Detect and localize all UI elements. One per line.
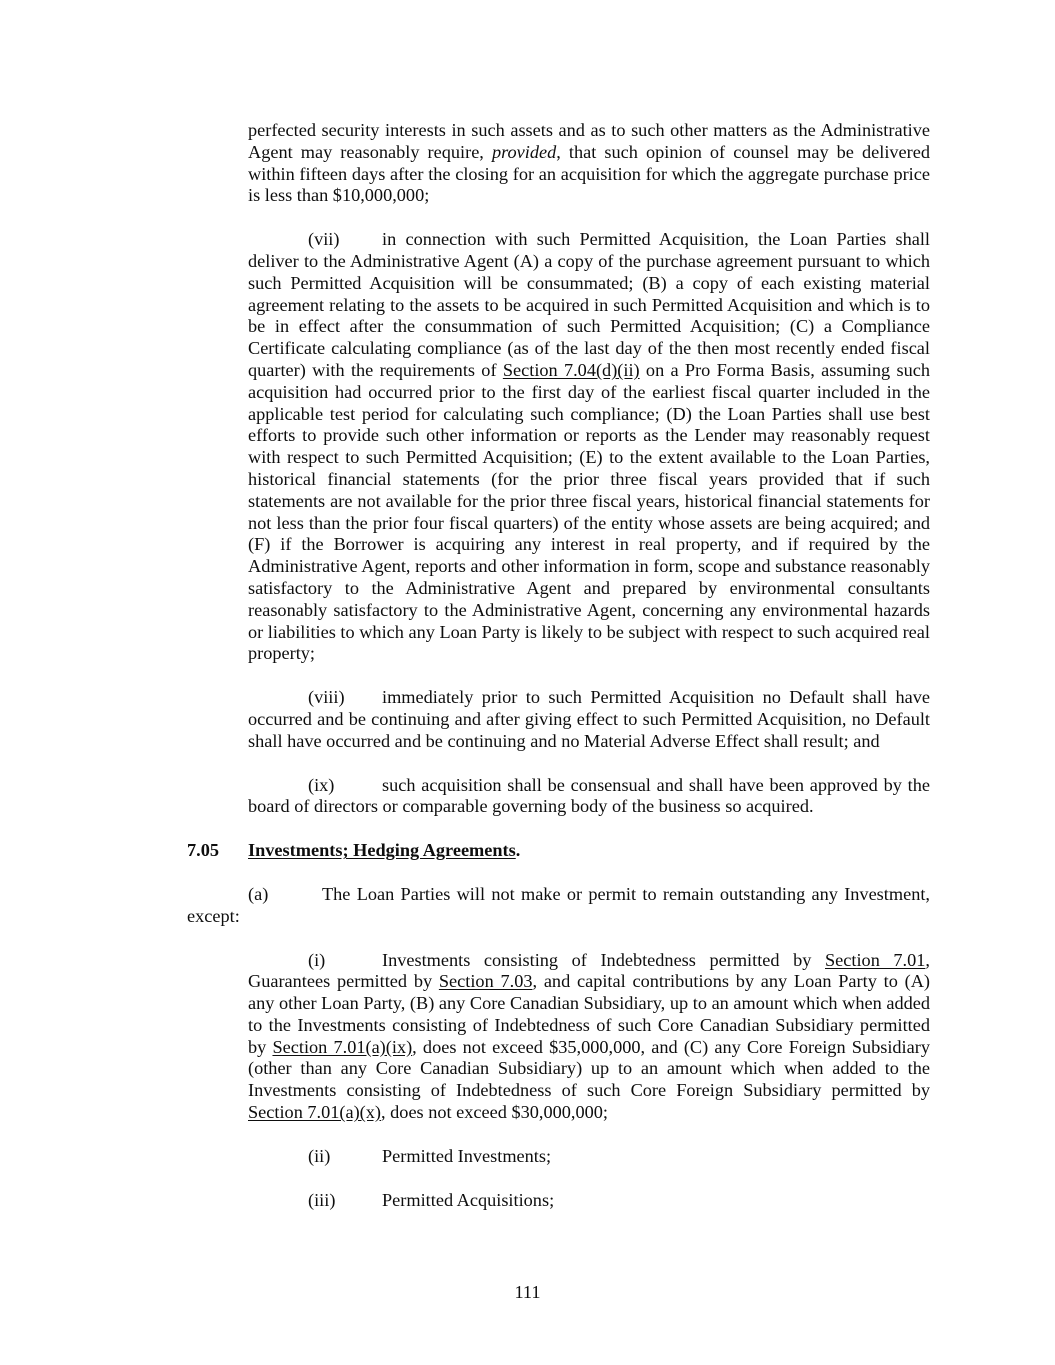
text-run: (viii) bbox=[308, 687, 345, 708]
paragraph-clause-vi-continuation bbox=[248, 120, 930, 207]
text-run: (i) bbox=[308, 949, 326, 970]
text-run: Investments consisting of Indebtedness permitted by bbox=[382, 949, 825, 970]
text-run: Permitted Investments; bbox=[382, 1145, 552, 1166]
text-run: Section 7.01(a)(ix) bbox=[272, 1036, 413, 1057]
paragraph-clause-ii bbox=[248, 1146, 930, 1168]
section-heading-7-05 bbox=[187, 840, 930, 862]
text-run: perfected security interests in such assets and as to such other matters as the Administrative Agent may reasonably require, bbox=[248, 120, 930, 162]
text-run: (ii) bbox=[308, 1145, 331, 1166]
text-run: Section 7.03 bbox=[438, 971, 533, 992]
text-run: , that such opinion of counsel may be delivered within fifteen days after the closing for an acquisition for which the aggregate purchase price is less than $10,000,000; bbox=[248, 141, 930, 206]
text-run: , Guarantees permitted by bbox=[248, 949, 930, 992]
page-number: 111 bbox=[514, 1282, 541, 1302]
paragraph-clause-a bbox=[187, 884, 930, 928]
paragraph-clause-vii bbox=[248, 229, 930, 665]
text-run: 7.05 bbox=[187, 840, 219, 861]
text-run: on a Pro Forma Basis, assuming such acquisition had occurred prior to the first day of the earliest fiscal quarter included in the applicable test period for calculating such compliance; (D) the Loan Parties shall use best efforts to provide such other information or reports as the Lender may reasonably request with respect to such Permitted Acquisition; (E) to the extent available to the Loan Parties, historical financial statements (for the prior three fiscal years provided that if such statements are not available for the prior three fiscal years, historical financial statements for not less than the prior four fiscal quarters) of the entity whose assets are being acquired; and (F) if the Borrower is acquiring any interest in real property, and if required by the Administrative Agent, reports and other information in form, scope and substance reasonably satisfactory to the Administrative Agent and prepared by environmental consultants reasonably satisfactory to the Administrative Agent, concerning any environmental hazards or liabilities to which any Loan Party is likely to be subject with respect to such acquired real property; bbox=[248, 359, 930, 664]
text-run: , and capital contributions by any Loan Party to (A) any other Loan Party, (B) any Core Canadian Subsidiary, up to an amount which when added to the Investments consisting of Indebtedness of such Core Canadian Subsidiary permitted by bbox=[248, 971, 930, 1057]
paragraph-clause-iii bbox=[248, 1190, 930, 1212]
text-run: such acquisition shall be consensual and shall have been approved by the board of directors or comparable governing body of the business so acquired. bbox=[248, 774, 930, 817]
text-run: provided bbox=[491, 141, 557, 162]
text-run: (iii) bbox=[308, 1189, 336, 1210]
text-run: . bbox=[515, 840, 521, 861]
text-run: , does not exceed $35,000,000, and (C) any Core Foreign Subsidiary (other than any Core Canadian Subsidiary) up to an amount which when added to the Investments consisting of Indebtedness of such Core Foreign Subsidiary permitted by bbox=[248, 1036, 930, 1101]
text-run: Investments; Hedging Agreements bbox=[248, 840, 516, 861]
text-run: , does not exceed $30,000,000; bbox=[381, 1102, 608, 1123]
paragraph-clause-viii bbox=[248, 687, 930, 752]
paragraph-clause-i bbox=[248, 950, 930, 1124]
text-run: (vii) bbox=[308, 229, 340, 250]
text-run: Permitted Acquisitions; bbox=[382, 1189, 555, 1210]
text-run: Section 7.01 bbox=[825, 949, 926, 970]
text-run: Section 7.01(a)(x) bbox=[248, 1102, 382, 1123]
text-run: immediately prior to such Permitted Acquisition no Default shall have occurred and be continuing and after giving effect to such Permitted Acquisition, no Default shall have occurred and be continuing and no Material Adverse Effect shall result; and bbox=[248, 687, 930, 751]
text-run: The Loan Parties will not make or permit to remain outstanding any Investment, except: bbox=[187, 883, 930, 926]
text-run: in connection with such Permitted Acquisition, the Loan Parties shall deliver to the Administrative Agent (A) a copy of the purchase agreement pursuant to which such Permitted Acquisition will be consummated; (B) a copy of each existing material agreement relating to the assets to be acquired in such Permitted Acquisition and which is to be in effect after the consummation of such Permitted Acquisition; (C) a Compliance Certificate calculating compliance (as of the last day of the then most recently ended fiscal quarter) with the requirements of bbox=[248, 229, 930, 380]
text-run: (ix) bbox=[308, 774, 335, 795]
text-run: (a) bbox=[248, 883, 269, 904]
text-run: Section 7.04(d)(ii) bbox=[502, 359, 640, 380]
document-body bbox=[187, 120, 930, 1233]
paragraph-clause-ix bbox=[248, 775, 930, 819]
